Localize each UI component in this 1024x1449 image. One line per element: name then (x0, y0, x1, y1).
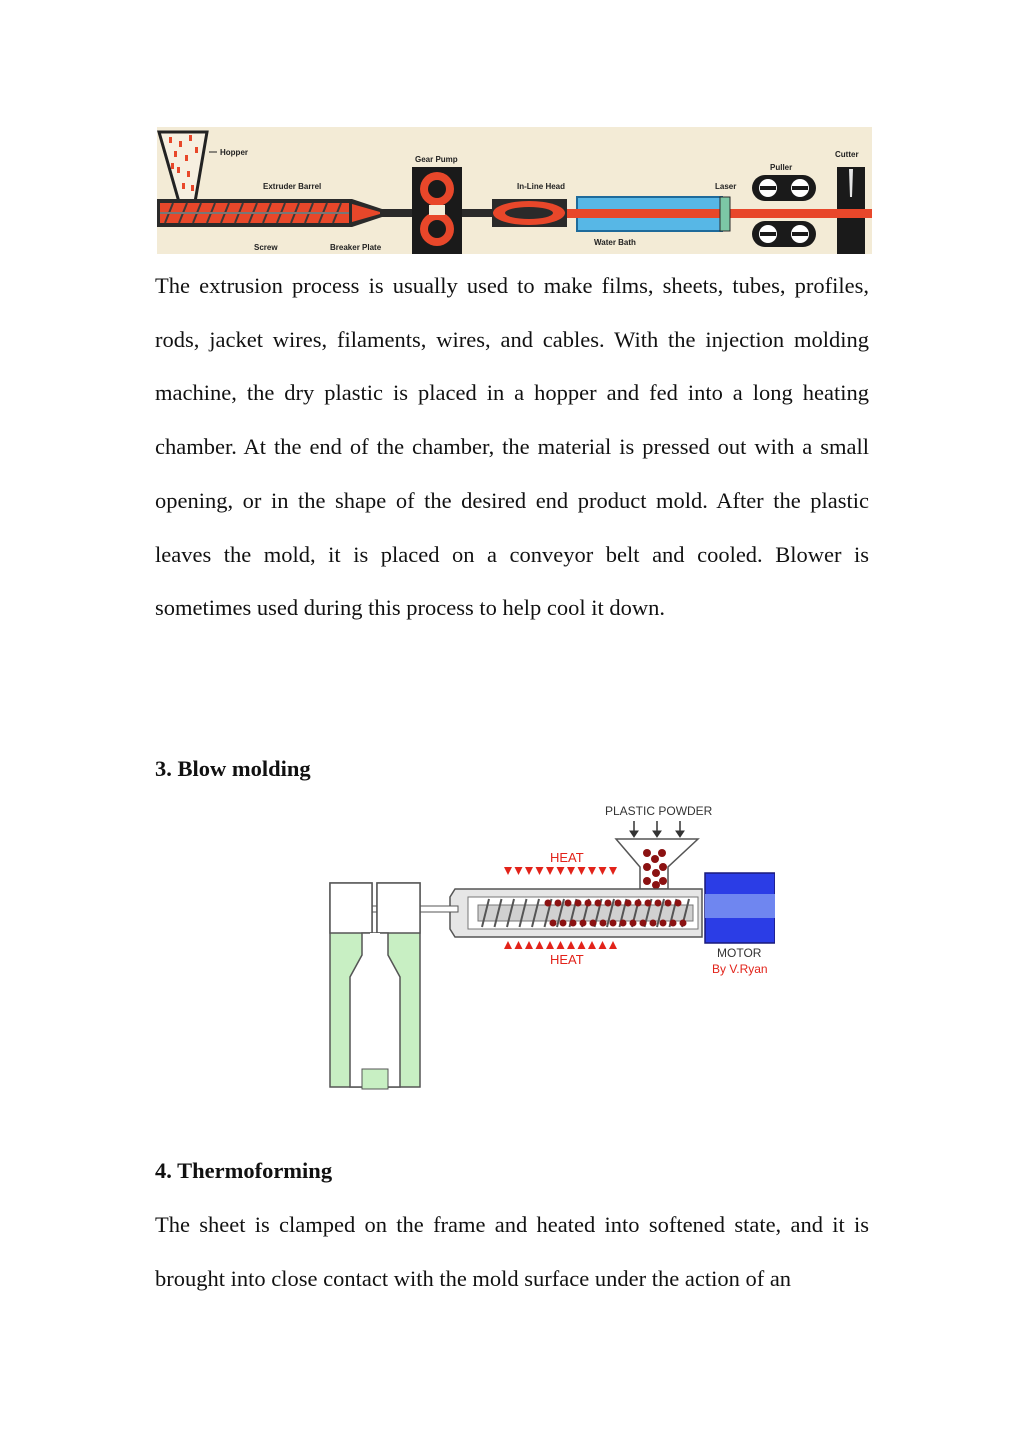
plastic-granule (550, 920, 557, 927)
plastic-granule (630, 920, 637, 927)
cutter (837, 167, 865, 254)
plastic-granule (560, 920, 567, 927)
label-motor: MOTOR (717, 946, 762, 960)
inline-head (492, 199, 567, 227)
plastic-granule (660, 920, 667, 927)
label-extruder-barrel: Extruder Barrel (263, 182, 322, 191)
plastic-granule (605, 900, 612, 907)
extrusion-paragraph: The extrusion process is usually used to make films, sheets, tubes, profiles, rods, jacket wires, filaments, wires, and cables. With the injection molding machine, the dry plastic is placed in a hopper and fed into a long heating chamber. At the end of the chamber, the material is pressed out with a small opening, or in the shape of the desired end product mold. After the plastic leaves the mold, it is placed on a conveyor belt and cooled. Blower is sometimes used during this process to help cool it down. (155, 273, 869, 621)
section-heading-thermoforming: 4. Thermoforming (155, 1158, 333, 1183)
extrusion-line-diagram (157, 127, 872, 254)
plastic-granule (590, 920, 597, 927)
thermoforming-paragraph: The sheet is clamped on the frame and heated into softened state, and it is brought into close contact with the mold surface under the action of an (155, 1212, 869, 1291)
plastic-granule (635, 900, 642, 907)
label-heat-bottom: HEAT (550, 952, 584, 967)
laser (720, 197, 730, 231)
plastic-granule (655, 900, 662, 907)
plastic-granule (645, 900, 652, 907)
plastic-granule (595, 900, 602, 907)
plastic-granule (575, 900, 582, 907)
plastic-granule (580, 920, 587, 927)
plastic-granule (620, 920, 627, 927)
label-gear-pump: Gear Pump (415, 155, 458, 164)
label-hopper: Hopper (220, 148, 248, 157)
injection-barrel (450, 889, 702, 937)
gear-pump (412, 167, 462, 254)
plastic-granule (675, 900, 682, 907)
plastic-granule (640, 920, 647, 927)
plastic-granule (565, 900, 572, 907)
label-puller: Puller (770, 163, 793, 172)
plastic-granule (585, 900, 592, 907)
plastic-granule (570, 920, 577, 927)
plastic-granule (600, 920, 607, 927)
label-inline-head: In-Line Head (517, 182, 566, 191)
label-heat-top: HEAT (550, 850, 584, 865)
plastic-granule (555, 900, 562, 907)
plastic-granule (615, 900, 622, 907)
motor (705, 873, 775, 943)
plastic-granule (625, 900, 632, 907)
label-credit: By V.Ryan (712, 962, 768, 976)
plastic-granule (665, 900, 672, 907)
plastic-granule (545, 900, 552, 907)
label-laser: Laser (715, 182, 737, 191)
plastic-granule (610, 920, 617, 927)
extruder-barrel (157, 199, 382, 227)
section-heading-blow-molding: 3. Blow molding (155, 756, 311, 781)
label-breaker-plate: Breaker Plate (330, 243, 382, 252)
label-cutter: Cutter (835, 150, 859, 159)
plastic-granule (670, 920, 677, 927)
label-screw: Screw (254, 243, 278, 252)
blow-molding-diagram (250, 797, 775, 1142)
plastic-granule (680, 920, 687, 927)
label-water-bath: Water Bath (594, 238, 636, 247)
plastic-granule (650, 920, 657, 927)
label-plastic-powder: PLASTIC POWDER (605, 804, 713, 818)
